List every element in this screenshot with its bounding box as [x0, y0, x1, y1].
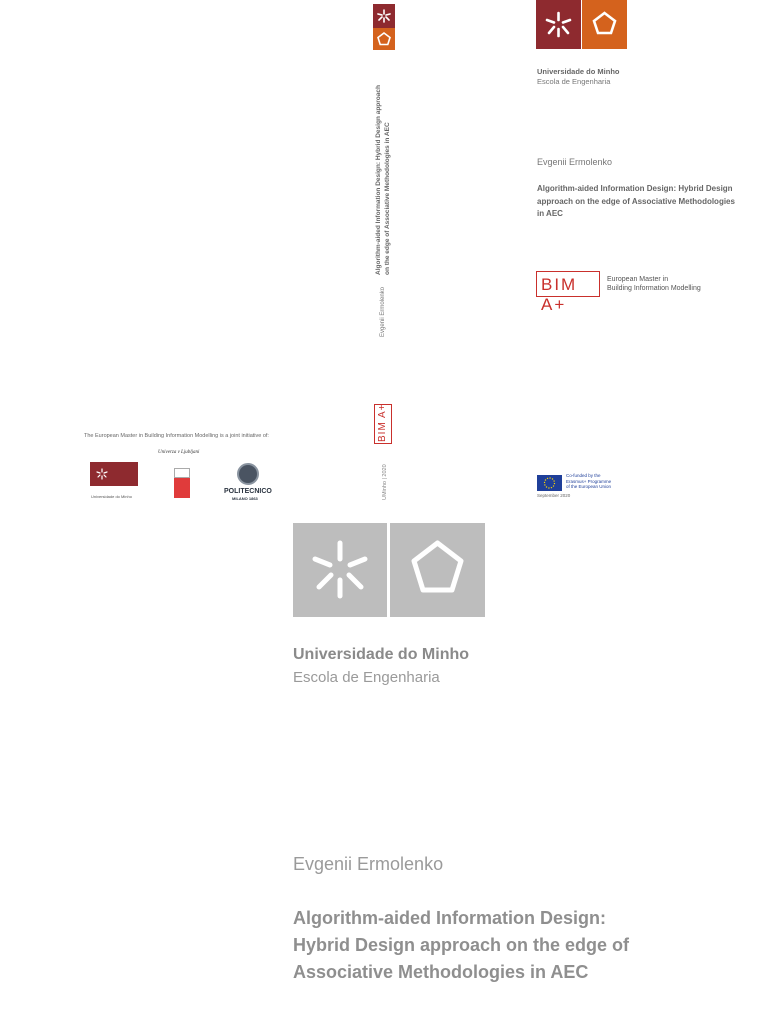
back-uminho-logo	[90, 462, 138, 486]
spine-title-line1: Algorithm-aided Information Design: Hybrid Design approach	[375, 85, 382, 275]
title-page-engineering-logo	[390, 523, 485, 617]
spine-author: Evgenii Ermolenko	[380, 286, 386, 337]
title-line3: Associative Methodologies in AEC	[293, 962, 589, 982]
uminho-star-icon	[373, 4, 395, 28]
front-title: Algorithm-aided Information Design: Hybrid Design approach on the edge of Associative Methodologies in AEC	[537, 184, 735, 218]
title-page-title	[293, 905, 713, 986]
front-date: September 2020	[537, 493, 571, 498]
spine-bima-text: BIM A+	[377, 403, 388, 442]
title-page-university: Universidade do Minho	[293, 646, 470, 663]
uminho-star-icon	[293, 523, 387, 617]
spine-uminho-logo	[373, 4, 395, 28]
joint-initiative-text: The European Master in Building Information Modelling is a joint initiative of:	[84, 433, 269, 439]
politecnico-name: POLITECNICO	[224, 488, 272, 495]
title-line2: Hybrid Design approach on the edge of	[293, 935, 630, 955]
front-school: Escola de Engenharia	[537, 77, 611, 86]
politecnico-sub: MILANO 1863	[232, 496, 258, 501]
uminho-star-icon	[536, 0, 581, 49]
title-page-uminho-logo	[293, 523, 387, 617]
front-engineering-logo	[582, 0, 627, 49]
pentagon-icon	[373, 28, 395, 50]
ljubljana-crest-icon	[174, 468, 190, 478]
uminho-star-icon	[90, 462, 138, 486]
eu-flag-icon	[537, 475, 562, 491]
politecnico-seal-icon	[237, 463, 259, 485]
eu-line1: Co-funded by the	[566, 473, 601, 478]
spine-bima-logo	[374, 404, 392, 444]
spine-title-line2: on the edge of Associative Methodologies in AEC	[384, 122, 391, 275]
back-uminho-caption: Universidade do Minho	[91, 494, 132, 499]
ljubljana-label: Univerza v Ljubljani	[158, 450, 200, 455]
title-page-author: Evgenii Ermolenko	[293, 854, 444, 874]
front-university: Universidade do Minho	[537, 67, 620, 76]
front-uminho-logo	[536, 0, 581, 49]
spine-date: UMinho | 2020	[382, 464, 388, 500]
spine-title	[374, 85, 392, 275]
eu-line2: Erasmus+ Programme	[566, 478, 612, 484]
bima-line2: Building Information Modelling	[607, 285, 701, 292]
title-line1: Algorithm-aided Information Design:	[293, 908, 606, 928]
bima-line1: European Master in	[607, 276, 669, 283]
ljubljana-logo	[174, 478, 190, 498]
bima-description	[607, 275, 701, 293]
spine-engineering-logo	[373, 28, 395, 50]
pentagon-icon	[582, 0, 627, 49]
title-page-school: Escola de Engenharia	[293, 669, 440, 686]
pentagon-icon	[390, 523, 485, 617]
bima-logo: BIM A+	[536, 271, 600, 297]
eu-line3: of the European Union	[566, 484, 612, 490]
front-author: Evgenii Ermolenko	[537, 157, 613, 167]
eu-cofunding-text	[566, 473, 611, 490]
